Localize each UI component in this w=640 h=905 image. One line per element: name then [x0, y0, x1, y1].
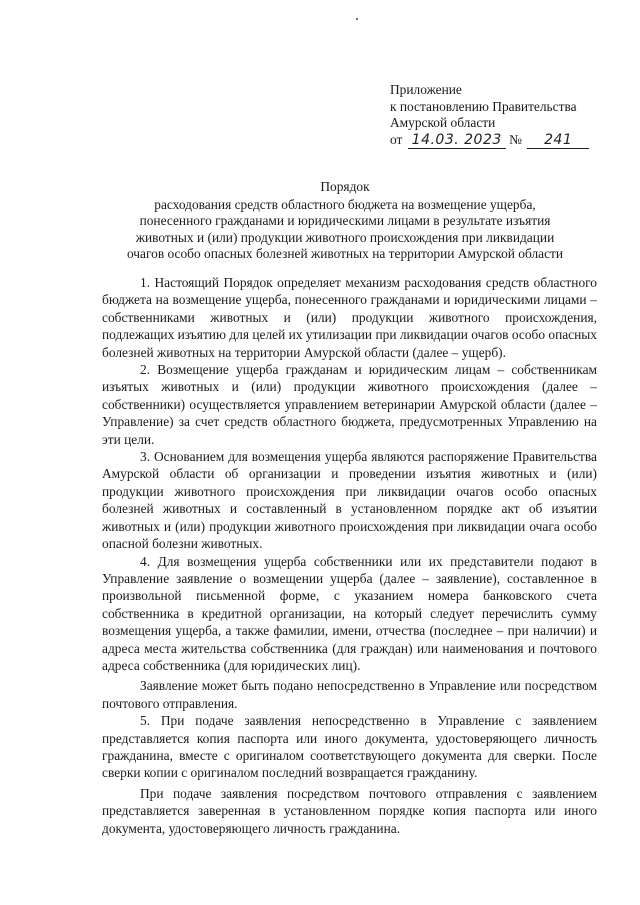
title-line: расходования средств областного бюджета на возмещение ущерба,: [154, 196, 536, 212]
handwritten-number: 241: [527, 133, 589, 149]
paragraph-4: 4. Для возмещения ущерба собственники или их представители подают в Управление заявление о возмещении ущерба (далее – заявление), составленное в произвольной письменной форме, с указанием номера банковского счета собственника в кредитной организации, на который следует перечислить сумму возмещения ущерба, а также фамилии, имени, отчества (последнее – при наличии) и адреса места жительства собственника (для граждан) или наименования и почтового адреса собственника (для юридических лиц).: [102, 553, 597, 673]
title-line: животных и (или) продукции животного происхождения при ликвидации: [135, 229, 555, 245]
from-label: от: [390, 131, 403, 147]
paragraph-4-note: Заявление может быть подано непосредственно в Управление или посредством почтового отправления.: [102, 678, 597, 711]
title-line: очагов особо опасных болезней животных на территории Амурской области: [126, 246, 564, 261]
appendix-resolution-ref: к постановлению Правительства: [390, 98, 577, 114]
paragraph-3: 3. Основанием для возмещения ущерба являются распоряжение Правительства Амурской области об организации и проведении изъятия животных и (или) продукции животного происхождения при ликвидации очагов особо опасных болезней животных и составленный в установленном порядке акт об изъятии животных и (или) продукции животного происхождения при ликвидации очага особо опасной болезни животных.: [102, 449, 597, 552]
paragraph-5-note: При подаче заявления посредством почтового отправления с заявлением представляется заверенная в установленном порядке копия паспорта или иного документа, удостоверяющего личность гражданина.: [102, 785, 597, 836]
title-line: понесенного гражданами и юридическими лицами в результате изъятия: [139, 213, 551, 228]
paragraph-5: 5. При подаче заявления непосредственно в Управление с заявлением представляется копия паспорта или иного документа, удостоверяющего личность гражданина, вместе с оригиналом соответствующего документа для сверки. После сверки копии с оригиналом последний возвращается гражданину.: [102, 713, 597, 781]
document-body: [102, 274, 597, 837]
title-heading: Порядок: [320, 179, 370, 194]
document-title: [90, 179, 600, 263]
appendix-title: Приложение: [390, 82, 462, 97]
scan-dot-mark: [356, 18, 358, 20]
appendix-date-number-line: [390, 132, 625, 149]
handwritten-date: 14.03. 2023: [408, 133, 506, 149]
paragraph-1: 1. Настоящий Порядок определяет механизм расходования средств областного бюджета на возмещение ущерба, понесенного гражданами и юридическими лицами – собственниками животных и (или) продукции животного происхождения, подлежащих изъятию для целей их утилизации при ликвидации очагов особо опасных болезней животных на территории Амурской области (далее – ущерб).: [102, 275, 597, 360]
number-label: №: [509, 131, 522, 147]
paragraph-2: 2. Возмещение ущерба гражданам и юридическим лицам – собственникам изъятых животных и (или) продукции животного происхождения (далее – собственники) осуществляется управлением ветеринарии Амурской области (далее – Управление) за счет средств областного бюджета, предусмотренных Управлению на эти цели.: [102, 362, 597, 447]
appendix-block: [390, 82, 625, 149]
appendix-region: Амурской области: [390, 115, 496, 130]
